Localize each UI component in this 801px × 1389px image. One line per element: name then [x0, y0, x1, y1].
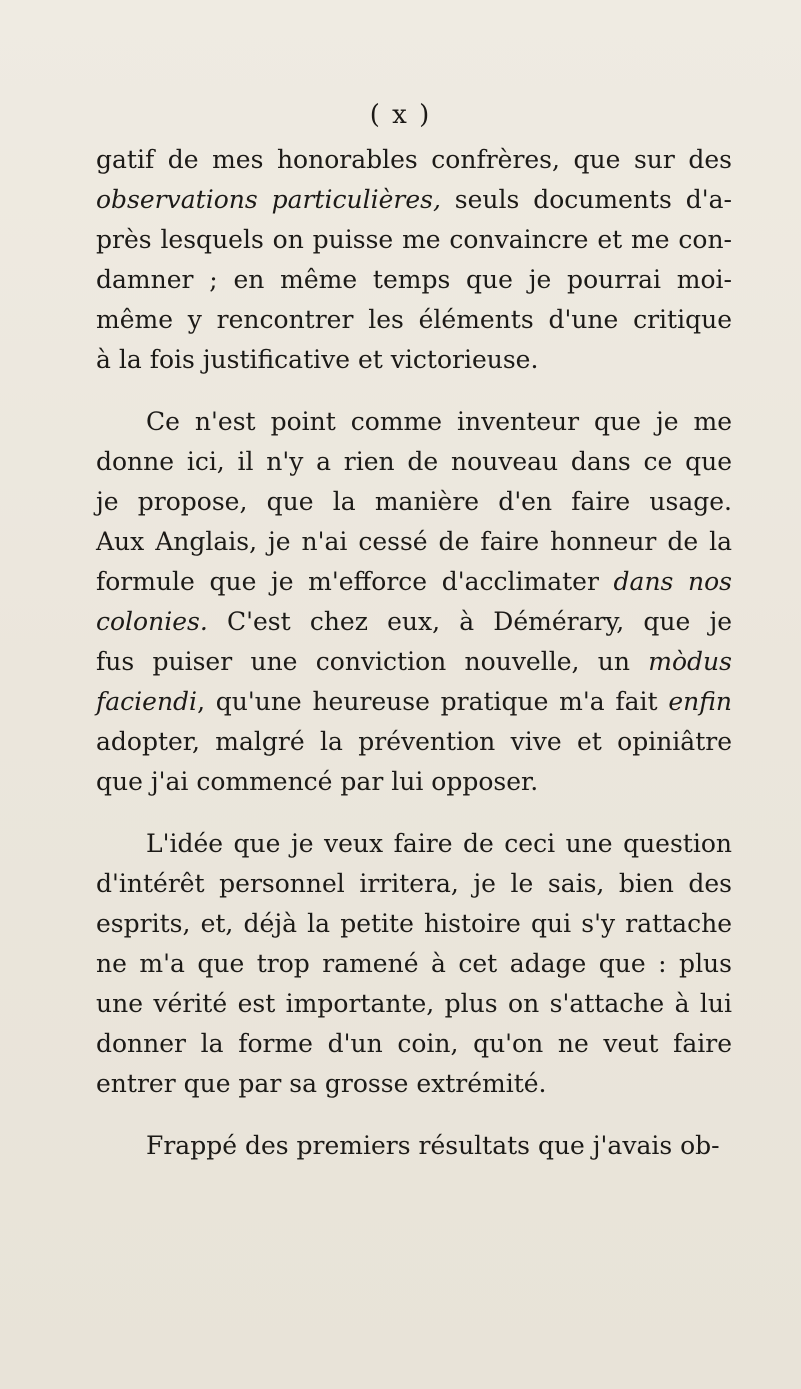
- text-line: fus puiser une conviction nouvelle, un mòdus: [96, 647, 732, 676]
- text-line: une vérité est importante, plus on s'attache à lui: [96, 989, 732, 1018]
- body-text: [96, 140, 732, 1166]
- text-line: observations particulières, seuls documents d'a-: [96, 185, 732, 214]
- italic-phrase: enfin: [668, 687, 732, 716]
- text-line: d'intérêt personnel irritera, je le sais, bien des: [96, 869, 732, 898]
- italic-phrase: faciendi: [96, 687, 198, 716]
- italic-phrase: colonies.: [96, 607, 208, 636]
- text-line: que j'ai commencé par lui opposer.: [96, 767, 539, 796]
- text-line: donne ici, il n'y a rien de nouveau dans ce que: [96, 447, 732, 476]
- italic-phrase: mòdus: [648, 647, 732, 676]
- text-line: même y rencontrer les éléments d'une critique: [96, 305, 732, 334]
- italic-phrase: observations particulières,: [96, 185, 441, 214]
- paragraph: [96, 140, 732, 380]
- text-line: Frappé des premiers résultats que j'avais ob-: [146, 1131, 720, 1160]
- paragraph: [96, 1126, 732, 1166]
- text-line: donner la forme d'un coin, qu'on ne veut faire: [96, 1029, 732, 1058]
- text-line: près lesquels on puisse me convaincre et me con-: [96, 225, 732, 254]
- text-line: faciendi, qu'une heureuse pratique m'a fait enfin: [96, 687, 732, 716]
- paragraph: [96, 824, 732, 1104]
- text-line: L'idée que je veux faire de ceci une question: [146, 829, 732, 858]
- italic-phrase: dans nos: [613, 567, 732, 596]
- text-line: adopter, malgré la prévention vive et opiniâtre: [96, 727, 732, 756]
- text-line: entrer que par sa grosse extrémité.: [96, 1069, 547, 1098]
- page-number: ( x ): [369, 100, 432, 130]
- text-line: ne m'a que trop ramené à cet adage que : plus: [96, 949, 732, 978]
- text-line: je propose, que la manière d'en faire usage.: [96, 487, 732, 516]
- text-line: colonies. C'est chez eux, à Démérary, que je: [96, 607, 732, 636]
- text-line: formule que je m'efforce d'acclimater dans nos: [96, 567, 732, 596]
- text-line: à la fois justificative et victorieuse.: [96, 345, 539, 374]
- text-line: esprits, et, déjà la petite histoire qui s'y rattache: [96, 909, 732, 938]
- text-line: Ce n'est point comme inventeur que je me: [146, 407, 732, 436]
- text-line: Aux Anglais, je n'ai cessé de faire honneur de la: [96, 527, 732, 556]
- text-line: gatif de mes honorables confrères, que sur des: [96, 145, 732, 174]
- text-line: damner ; en même temps que je pourrai moi-: [96, 265, 732, 294]
- paragraph: [96, 402, 732, 802]
